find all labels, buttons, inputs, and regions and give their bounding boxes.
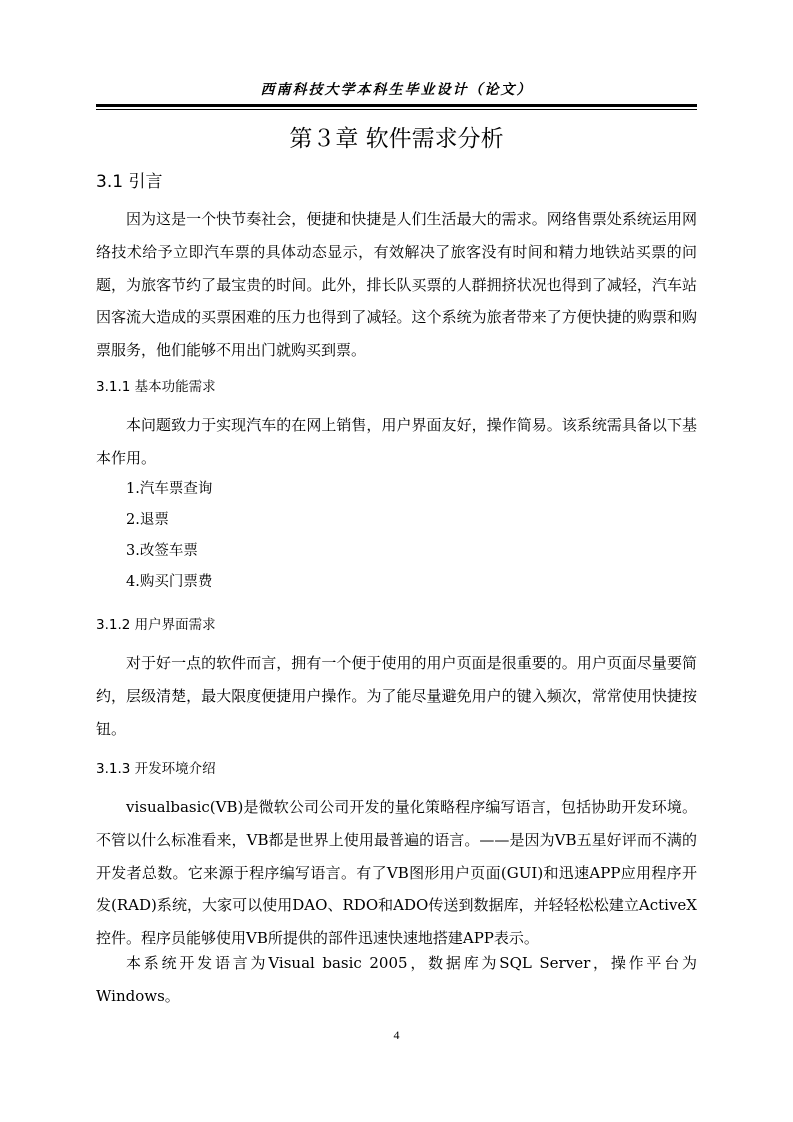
list-item: 3.改签车票 [126, 543, 198, 559]
header-rule-thin [96, 109, 697, 110]
section-heading-3-1-2: 3.1.2 用户界面需求 [96, 617, 216, 633]
header-rule-thick [96, 104, 697, 107]
list-item: 4.购买门票费 [126, 574, 213, 590]
chapter-title: 第３章 软件需求分析 [289, 126, 504, 152]
running-header: 西南科技大学本科生毕业设计（论文） [260, 82, 533, 98]
page-number: 4 [393, 1028, 400, 1042]
paragraph-dev-environment: visualbasic(VB)是微软公司公司开发的量化策略程序编写语言，包括协助开发环境。不管以什么标准看来，VB都是世界上使用最普遍的语言。——是因为VB五星好评而不满的开发者总数。它来源于程序编写语言。有了VB图形用户页面(GUI)和迅速APP应用程序开发(RAD)系统，大家可以使用DAO、RDO和ADO传送到数据库，并轻轻松松建立ActiveX控件。程序员能够使用VB所提供的部件迅速快速地搭建APP表示。 [96, 798, 697, 948]
list-item: 2.退票 [126, 512, 169, 528]
section-heading-3-1-3: 3.1.3 开发环境介绍 [96, 761, 216, 777]
paragraph-dev-platform: 本系统开发语言为Visual basic 2005，数据库为SQL Server，操作平台为Windows。 [96, 954, 697, 1005]
paragraph-introduction: 因为这是一个快节奏社会，便捷和快捷是人们生活最大的需求。网络售票处系统运用网络技术给予立即汽车票的具体动态显示，有效解决了旅客没有时间和精力地铁站买票的问题，为旅客节约了最宝贵的时间。此外，排长队买票的人群拥挤状况也得到了减轻，汽车站因客流大造成的买票困难的压力也得到了减轻。这个系统为旅者带来了方便快捷的购票和购票服务，他们能够不用出门就购买到票。 [96, 210, 697, 360]
section-heading-3-1-1: 3.1.1 基本功能需求 [96, 379, 216, 395]
paragraph-basic-functions: 本问题致力于实现汽车的在网上销售，用户界面友好，操作简易。该系统需具备以下基本作用。 [96, 416, 697, 467]
list-item: 1.汽车票查询 [126, 481, 213, 497]
paragraph-ui-requirements: 对于好一点的软件而言，拥有一个便于使用的用户页面是很重要的。用户页面尽量要简约，层级清楚，最大限度便捷用户操作。为了能尽量避免用户的键入频次，常常使用快捷按钮。 [96, 654, 697, 738]
section-heading-3-1: 3.1 引言 [96, 172, 163, 192]
